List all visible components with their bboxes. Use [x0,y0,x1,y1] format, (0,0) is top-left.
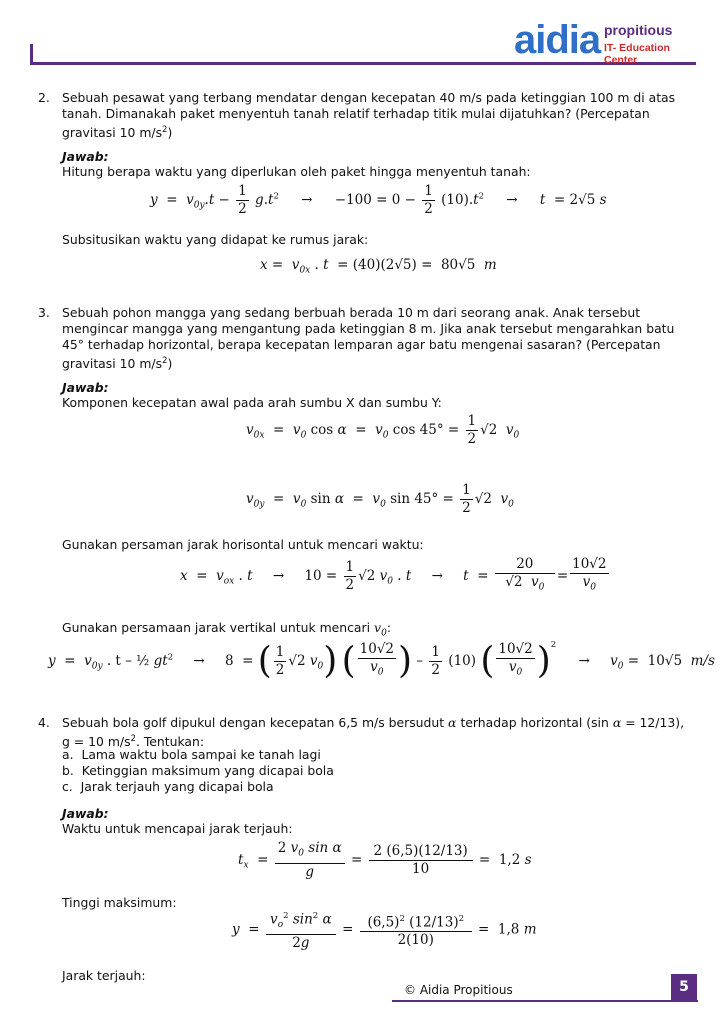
problem-2-number: 2. [38,90,50,105]
problem-3-step-1: Komponen kecepatan awal pada arah sumbu X dan sumbu Y: [62,395,442,410]
page-number: 5 [679,979,689,995]
header-rule-left-tick [30,44,33,65]
problem-2-line-1: Sebuah pesawat yang terbang mendatar dengan kecepatan 40 m/s pada ketinggian 100 m di atas [62,90,676,105]
problem-4-step-1: Waktu untuk mencapai jarak terjauh: [62,821,293,836]
problem-3-equation-vertical: $y = v_{0y}$ . t – ½ $gt^2 \to 8$ = ( $\frac{1}{2}$ √2 $v_0$) ( $\frac{10√2}{v_0}$ ) – $\frac{1}{2}$ (10) ( $\frac{10√2}{v_0}$ )$^2 \to v_0 = 10√5$ m/s [48,640,715,682]
header-rule [30,62,696,65]
problem-3-step-3: Gunakan persamaan jarak vertikal untuk mencari $v_0$: [62,620,391,639]
problem-4-subitem-c: c. Jarak terjauh yang dicapai bola [62,779,274,794]
problem-4-answer-label: Jawab: [62,806,109,821]
problem-4-line-2: g = 10 $m/s^2$. Tentukan: [62,734,205,750]
problem-4-step-2: Tinggi maksimum: [62,895,177,910]
problem-3-line-3: 45° terhadap horizontal, berapa kecepatan lemparan agar batu mengenai sasaran? (Percepatan [62,337,661,352]
problem-3-line-2: mengincar mangga yang mengantung pada ketinggian 8 m. Jika anak tersebut mengarahkan batu [62,321,675,336]
problem-4-equation-height: y = $\frac{v_o^2 \sin^2 \alpha}{2g}$ = $\frac{(6,5)^2 (12/13)^2}{2(10)}$ = 1,8 m [232,908,537,952]
problem-4-number: 4. [38,715,50,730]
problem-4-step-3: Jarak terjauh: [62,968,146,983]
problem-4-equation-time: $t_x$ = $\frac{2 v_0 \sin \alpha}{g}$ = $\frac{2 (6,5)(12/13)}{10}$ = 1,2 s [238,840,532,880]
logo-text: aidia [514,18,601,62]
problem-3-step-2: Gunakan persaman jarak horisontal untuk mencari waktu: [62,537,424,552]
problem-2-answer-label: Jawab: [62,149,109,164]
footer-copyright: © Aidia Propitious [404,983,513,997]
problem-4-subitem-b: b. Ketinggian maksimum yang dicapai bola [62,763,334,778]
page-number-box [671,974,697,1000]
problem-2-line-3: gravitasi 10 $m/s^2$) [62,125,173,141]
problem-3-line-4: gravitasi 10 $m/s^2$) [62,356,173,372]
footer-rule [392,1000,698,1002]
problem-4-line-1: Sebuah bola golf dipukul dengan kecepatan 6,5 m/s bersudut α terhadap horizontal (sin α = 12/13), [62,715,685,730]
problem-2-step-2: Subsitusikan waktu yang didapat ke rumus jarak: [62,232,369,247]
problem-3-equation-horizontal: $x = v_{ox}$ . t → 10 = $\frac{1}{2}$ √2 $v_0$ . t → t = $\frac{20}{√2 v_0}$ = $\frac{10√2}{v_0}$ [180,556,607,593]
problem-3-number: 3. [38,305,50,320]
problem-2-step-1: Hitung berapa waktu yang diperlukan oleh paket hingga menyentuh tanah: [62,164,531,179]
problem-3-equation-v0y: $v_{0y} = v_0$ $\sin \alpha = v_0$ sin 45° = $\frac{1}{2}$ √2 $v_0$ [246,482,514,516]
brand-tagline: IT- Education Center [604,42,670,66]
brand-name: propitious [604,22,673,38]
problem-3-answer-label: Jawab: [62,380,109,395]
problem-2-equation-time: $y = v_{0y}.t$ − $\frac{1}{2}$ $g.t^2 \to -100 = 0$ − $\frac{1}{2}$ $(10).t^2 \to t = 2√5$ s [150,183,607,217]
problem-2-equation-distance: $x = v_{0x}$ . t = (40)(2√5) = 80√5 m [260,257,497,276]
logo [514,18,704,66]
problem-2-line-2: tanah. Dimanakah paket menyentuh tanah relatif terhadap titik mulai dijatuhkan? (Percepatan [62,106,650,121]
problem-4-subitem-a: a. Lama waktu bola sampai ke tanah lagi [62,747,321,762]
problem-3-equation-v0x: $v_{0x} = v_0$ $\cos \alpha = v_0$ cos 45° = $\frac{1}{2}$ √2 $v_0$ [246,413,520,447]
problem-3-line-1: Sebuah pohon mangga yang sedang berbuah berada 10 m dari seorang anak. Anak tersebut [62,305,641,320]
